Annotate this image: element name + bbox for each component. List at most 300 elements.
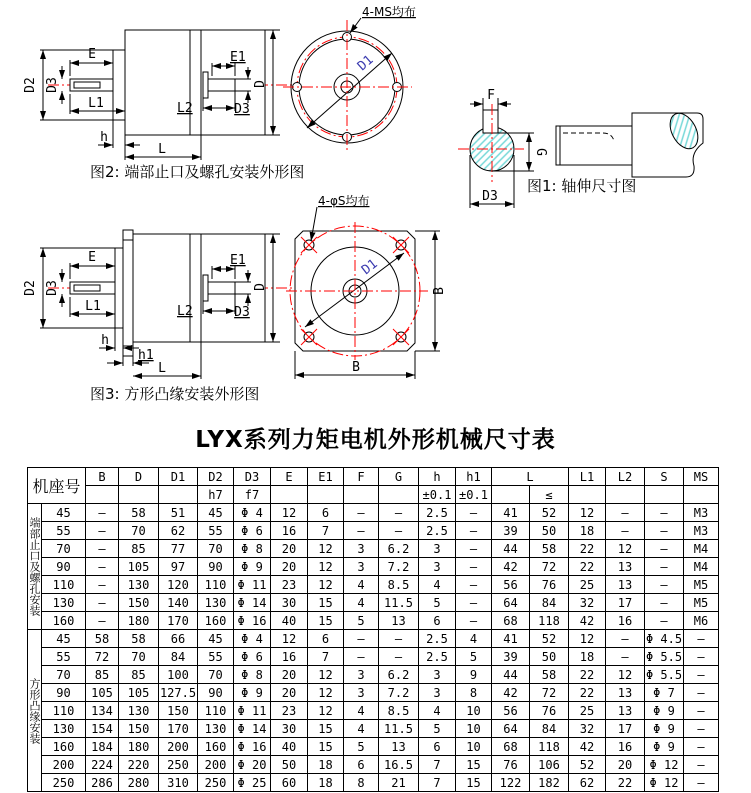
dimension-cell: 6	[419, 738, 456, 756]
frame-size-cell: 110	[42, 702, 86, 720]
dimension-cell: 3	[344, 684, 379, 702]
dimension-cell: 68	[492, 612, 530, 630]
dimension-cell: 42	[569, 612, 606, 630]
dimension-cell: M4	[684, 540, 719, 558]
frame-size-cell: 70	[42, 540, 86, 558]
frame-size-cell: 110	[42, 576, 86, 594]
fig2-label-d3-left: D3	[45, 77, 60, 93]
subheader-D1	[159, 486, 198, 504]
dimension-cell: –	[456, 576, 492, 594]
dimension-cell: 20	[271, 666, 308, 684]
frame-size-cell: 90	[42, 558, 86, 576]
dimension-cell: 58	[530, 540, 569, 558]
frame-size-cell: 90	[42, 684, 86, 702]
col-header-frame: 机座号	[28, 468, 86, 504]
dimension-cell: –	[684, 756, 719, 774]
dimension-cell: 12	[308, 540, 344, 558]
dimension-cell: 22	[569, 540, 606, 558]
dimension-cell: 106	[530, 756, 569, 774]
dimension-cell: 42	[492, 684, 530, 702]
dimension-cell: 45	[198, 504, 234, 522]
col-header-S: S	[645, 468, 684, 486]
dimension-cell: 8.5	[379, 702, 419, 720]
dimension-cell: 12	[308, 666, 344, 684]
dimension-cell: 13	[606, 558, 645, 576]
subheader-E1	[308, 486, 344, 504]
dimension-cell: 140	[159, 594, 198, 612]
dimension-cell: 52	[569, 756, 606, 774]
fig2-label-d1: D1	[354, 52, 377, 75]
frame-size-cell: 160	[42, 612, 86, 630]
dimension-cell: 4	[344, 702, 379, 720]
dimension-cell: 224	[86, 756, 119, 774]
dimension-cell: 64	[492, 720, 530, 738]
dimension-cell: 13	[379, 738, 419, 756]
fig2-label-d: D	[253, 80, 268, 88]
dimension-cell: 58	[86, 630, 119, 648]
col-header-D1: D1	[159, 468, 198, 486]
dimension-cell: 5	[344, 612, 379, 630]
dimension-cell: 150	[119, 720, 159, 738]
dimension-cell: 5	[419, 594, 456, 612]
subheader-L2	[606, 486, 645, 504]
dimension-cell: 62	[159, 522, 198, 540]
dimension-cell: –	[684, 738, 719, 756]
dimension-cell: 3	[419, 540, 456, 558]
group-label: 方形凸缘安装	[28, 630, 42, 792]
dimension-cell: 8.5	[379, 576, 419, 594]
col-header-D3: D3	[234, 468, 271, 486]
dimension-cell: –	[684, 720, 719, 738]
dimension-cell: 6.2	[379, 666, 419, 684]
subheader-B	[86, 486, 119, 504]
dimension-cell: 2.5	[419, 630, 456, 648]
group-label: 端部止口及螺孔安装	[28, 504, 42, 630]
dimension-cell: 30	[271, 720, 308, 738]
dimension-cell: 18	[308, 756, 344, 774]
col-header-F: F	[344, 468, 379, 486]
table-row	[28, 720, 719, 738]
dimension-cell: Φ 5.5	[645, 667, 683, 682]
col-header-D: D	[119, 468, 159, 486]
fig3-label-d1: D1	[359, 256, 381, 278]
dimension-cell: 12	[569, 630, 606, 648]
dimension-cell: 22	[569, 666, 606, 684]
frame-size-cell: 200	[42, 756, 86, 774]
dimension-cell: –	[684, 684, 719, 702]
dimension-cell: 84	[530, 720, 569, 738]
table-row	[28, 756, 719, 774]
dimension-cell: –	[86, 504, 119, 522]
dimension-cell: Φ 9	[645, 720, 684, 738]
dimension-cell: 85	[119, 540, 159, 558]
dimension-cell: M4	[684, 558, 719, 576]
dimension-cell: 16	[271, 522, 308, 540]
dimension-cell: 90	[198, 558, 234, 576]
fig3-label-d: D	[253, 283, 268, 291]
dimension-cell: 44	[492, 540, 530, 558]
dimension-cell: 20	[271, 540, 308, 558]
fig1-label-f: F	[487, 88, 495, 103]
dimension-cell: 4	[344, 594, 379, 612]
fig3-bolt-note: 4-φS均布	[318, 194, 370, 208]
page-title: LYX系列力矩电机外形机械尺寸表	[195, 427, 556, 453]
frame-size-cell: 160	[42, 738, 86, 756]
subheader-D2-tolerance: h7	[198, 486, 234, 504]
dimension-cell: 100	[159, 666, 198, 684]
dimension-cell: 130	[198, 720, 234, 738]
dimension-cell: 184	[86, 738, 119, 756]
fig3-label-h: h	[101, 333, 109, 348]
dimension-cell: –	[645, 540, 684, 558]
dimension-cell: 12	[308, 702, 344, 720]
dimension-cell: Φ 9	[234, 684, 271, 702]
dimension-cell: –	[456, 558, 492, 576]
dimension-cell: 97	[159, 558, 198, 576]
table-row	[28, 504, 719, 522]
dimension-cell: 2.5	[419, 522, 456, 540]
dimension-cell: Φ 4	[234, 504, 271, 522]
dimension-cell: 12	[308, 558, 344, 576]
frame-size-cell: 55	[42, 522, 86, 540]
dimension-cell: 12	[271, 630, 308, 648]
dimension-cell: 62	[569, 774, 606, 792]
dimension-cell: 58	[530, 666, 569, 684]
dimension-cell: 15	[308, 738, 344, 756]
dimension-cell: 120	[159, 576, 198, 594]
table-row	[28, 576, 719, 594]
table-row	[28, 648, 719, 666]
fig1-shaft-side-view	[527, 109, 704, 195]
dimension-table	[27, 467, 719, 792]
dimension-cell: 84	[159, 648, 198, 666]
dimension-cell: 3	[419, 684, 456, 702]
dimension-cell: 16	[606, 612, 645, 630]
col-header-B: B	[86, 468, 119, 486]
dimension-cell: Φ 6	[234, 648, 271, 666]
dimension-cell: –	[606, 648, 645, 666]
table-row	[28, 540, 719, 558]
fig2-label-e: E	[88, 47, 96, 62]
fig3-label-d3-rear: D3	[234, 305, 250, 320]
dimension-cell: 10	[456, 738, 492, 756]
dimension-cell: Φ 14	[234, 720, 271, 738]
dimension-cell: 122	[492, 774, 530, 792]
dimension-cell: –	[86, 540, 119, 558]
dimension-cell: 105	[119, 558, 159, 576]
dimension-cell: 41	[492, 630, 530, 648]
subheader-L1	[569, 486, 606, 504]
dimension-cell: 10	[456, 720, 492, 738]
dimension-cell: –	[379, 630, 419, 648]
fig3-label-e: E	[88, 250, 96, 265]
dimension-cell: 72	[530, 558, 569, 576]
dimension-cell: 12	[606, 540, 645, 558]
dimension-cell: 16	[606, 738, 645, 756]
dimension-cell: 3	[344, 540, 379, 558]
fig3-label-l1: L1	[85, 299, 101, 314]
dimension-cell: 23	[271, 576, 308, 594]
dimension-cell: 15	[456, 774, 492, 792]
dimension-cell: 7	[419, 756, 456, 774]
dimension-cell: 182	[530, 774, 569, 792]
dimension-cell: 3	[419, 558, 456, 576]
dimension-cell: 280	[119, 774, 159, 792]
dimension-cell: Φ 11	[234, 702, 271, 720]
table-row	[28, 612, 719, 630]
fig3-label-b-bottom: B	[352, 360, 360, 375]
dimension-cell: 20	[271, 558, 308, 576]
dimension-cell: 3	[344, 666, 379, 684]
dimension-cell: –	[606, 522, 645, 540]
dimension-cell: 15	[308, 720, 344, 738]
dimension-cell: 310	[159, 774, 198, 792]
dimension-cell: –	[684, 702, 719, 720]
fig2-label-d3-rear: D3	[234, 102, 250, 117]
dimension-cell: 85	[119, 666, 159, 684]
dimension-cell: 50	[271, 756, 308, 774]
dimension-cell: –	[684, 648, 719, 666]
subheader-L-max: ≤	[530, 486, 569, 504]
dimension-cell: 134	[86, 702, 119, 720]
table-row	[28, 702, 719, 720]
dimension-cell: 21	[379, 774, 419, 792]
dimension-cell: 58	[119, 630, 159, 648]
dimension-cell: 16.5	[379, 756, 419, 774]
dimension-cell: Φ 4.5	[645, 631, 683, 646]
fig3-side-view	[23, 230, 292, 379]
subheader-G	[379, 486, 419, 504]
fig2-label-d2: D2	[23, 77, 38, 93]
col-header-MS: MS	[684, 468, 719, 486]
dimension-cell: 3	[344, 558, 379, 576]
dimension-cell: Φ 4	[234, 630, 271, 648]
dimension-cell: Φ 9	[645, 702, 684, 720]
dimension-cell: 286	[86, 774, 119, 792]
dimension-cell: 76	[530, 702, 569, 720]
dimension-cell: 32	[569, 594, 606, 612]
dimension-cell: 15	[308, 594, 344, 612]
dimension-cell: 30	[271, 594, 308, 612]
dimension-cell: 11.5	[379, 594, 419, 612]
dimension-cell: 64	[492, 594, 530, 612]
dimension-cell: 50	[530, 522, 569, 540]
fig3-caption: 图3: 方形凸缘安装外形图	[90, 385, 260, 403]
dimension-cell: –	[456, 504, 492, 522]
dimension-cell: 45	[198, 630, 234, 648]
fig2-label-l1: L1	[88, 96, 104, 111]
dimension-cell: –	[86, 576, 119, 594]
dimension-cell: 118	[530, 738, 569, 756]
header-row-2	[28, 486, 719, 504]
dimension-cell: Φ 12	[645, 756, 684, 774]
dimension-cell: 6.2	[379, 540, 419, 558]
table-row	[28, 774, 719, 792]
subheader-MS	[684, 486, 719, 504]
dimension-cell: 130	[119, 576, 159, 594]
dimension-cell: –	[456, 612, 492, 630]
dimension-cell: 55	[198, 648, 234, 666]
dimension-cell: 5	[456, 648, 492, 666]
dimension-cell: Φ 9	[645, 738, 684, 756]
dimension-cell: 200	[198, 756, 234, 774]
subheader-S	[645, 486, 684, 504]
dimension-cell: 12	[606, 666, 645, 684]
dimension-cell: 70	[198, 666, 234, 684]
subheader-F	[344, 486, 379, 504]
col-header-E1: E1	[308, 468, 344, 486]
dimension-cell: 40	[271, 612, 308, 630]
dimension-cell: 22	[569, 684, 606, 702]
fig1-label-d3: D3	[482, 189, 498, 204]
dimension-cell: 40	[271, 738, 308, 756]
dimension-cell: 41	[492, 504, 530, 522]
dimension-cell: 7.2	[379, 684, 419, 702]
col-header-h: h	[419, 468, 456, 486]
subheader-h1-tolerance: ±0.1	[456, 486, 492, 504]
dimension-cell: 12	[271, 504, 308, 522]
dimension-cell: –	[86, 522, 119, 540]
dimension-cell: 105	[86, 684, 119, 702]
dimension-cell: 2.5	[419, 504, 456, 522]
dimension-cell: –	[645, 558, 684, 576]
dimension-cell: Φ 7	[645, 684, 684, 702]
dimension-cell: 50	[530, 648, 569, 666]
dimension-cell: 110	[198, 702, 234, 720]
dimension-cell: Φ 14	[234, 594, 271, 612]
frame-size-cell: 250	[42, 774, 86, 792]
col-header-h1: h1	[456, 468, 492, 486]
dimension-cell: 39	[492, 522, 530, 540]
dimension-cell: –	[606, 630, 645, 648]
col-header-L2: L2	[606, 468, 645, 486]
dimension-cell: –	[645, 612, 684, 630]
dimension-cell: –	[86, 612, 119, 630]
dimension-cell: Φ 8	[234, 540, 271, 558]
frame-size-cell: 130	[42, 720, 86, 738]
fig3-label-d3-left: D3	[45, 280, 60, 296]
dimension-cell: 52	[530, 630, 569, 648]
fig2-side-view	[23, 30, 292, 160]
frame-size-cell: 130	[42, 594, 86, 612]
dimension-cell: 56	[492, 576, 530, 594]
dimension-cell: 32	[569, 720, 606, 738]
frame-size-cell: 45	[42, 504, 86, 522]
dimension-cell: 23	[271, 702, 308, 720]
dimension-cell: 130	[198, 594, 234, 612]
dimension-cell: 4	[456, 630, 492, 648]
table-row	[28, 522, 719, 540]
dimension-cell: 170	[159, 612, 198, 630]
dimension-cell: 55	[198, 522, 234, 540]
frame-size-cell: 70	[42, 666, 86, 684]
fig2-caption: 图2: 端部止口及螺孔安装外形图	[90, 163, 305, 181]
dimension-cell: –	[684, 774, 719, 792]
dimension-cell: 22	[569, 558, 606, 576]
col-header-D2: D2	[198, 468, 234, 486]
dimension-cell: 160	[198, 738, 234, 756]
dimension-cell: M3	[684, 504, 719, 522]
frame-size-cell: 55	[42, 648, 86, 666]
col-header-L1: L1	[569, 468, 606, 486]
fig2-bolt-note: 4-MS均布	[362, 5, 416, 19]
dimension-cell: –	[684, 630, 719, 648]
dimension-cell: Φ 5.5	[645, 649, 683, 664]
dimension-cell: Φ 9	[234, 558, 271, 576]
dimension-cell: 76	[492, 756, 530, 774]
dimension-cell: 13	[606, 576, 645, 594]
dimension-cell: 17	[606, 720, 645, 738]
dimension-cell: Φ 20	[234, 756, 271, 774]
fig3-label-l: L	[158, 361, 166, 376]
dimension-cell: 18	[569, 522, 606, 540]
fig3-label-h1: h1	[138, 348, 154, 363]
dimension-cell: 4	[344, 720, 379, 738]
dimension-cell: 127.5	[159, 685, 197, 700]
dimension-cell: 12	[569, 504, 606, 522]
dimension-cell: 12	[308, 576, 344, 594]
dimension-cell: 70	[119, 648, 159, 666]
dimension-cell: –	[344, 630, 379, 648]
dimension-cell: 44	[492, 666, 530, 684]
dimension-cell: 12	[308, 684, 344, 702]
dimension-cell: 118	[530, 612, 569, 630]
dimension-cell: 15	[308, 612, 344, 630]
dimension-cell: 25	[569, 702, 606, 720]
dimension-cell: –	[379, 648, 419, 666]
dimension-cell: 180	[119, 738, 159, 756]
dimension-cell: –	[86, 558, 119, 576]
dimension-cell: 6	[308, 630, 344, 648]
fig3-label-d2: D2	[23, 280, 38, 296]
dimension-cell: –	[456, 594, 492, 612]
dimension-cell: Φ 6	[234, 522, 271, 540]
dimension-cell: 7	[419, 774, 456, 792]
dimension-cell: 5	[419, 720, 456, 738]
dimension-cell: 10	[456, 702, 492, 720]
subheader-D	[119, 486, 159, 504]
dimension-cell: M5	[684, 576, 719, 594]
subheader-D3-tolerance: f7	[234, 486, 271, 504]
dimension-cell: Φ 16	[234, 612, 271, 630]
dimension-cell: 15	[456, 756, 492, 774]
dimension-cell: M5	[684, 594, 719, 612]
dimension-cell: Φ 12	[645, 774, 684, 792]
dimension-cell: 52	[530, 504, 569, 522]
dimension-cell: 22	[606, 774, 645, 792]
dimension-cell: Φ 25	[234, 774, 271, 792]
fig1-caption: 图1: 轴伸尺寸图	[527, 177, 637, 195]
subheader-h-tolerance: ±0.1	[419, 486, 456, 504]
dimension-cell: 250	[198, 774, 234, 792]
dimension-cell: 105	[119, 684, 159, 702]
fig3-label-b-right: B	[432, 287, 447, 295]
dimension-cell: 180	[119, 612, 159, 630]
dimension-cell: 72	[86, 648, 119, 666]
dimension-cell: –	[379, 504, 419, 522]
dimension-cell: 13	[606, 684, 645, 702]
dimension-cell: 250	[159, 756, 198, 774]
table-row	[28, 738, 719, 756]
dimension-cell: 160	[198, 612, 234, 630]
fig1-label-g: G	[533, 148, 548, 156]
col-header-E: E	[271, 468, 308, 486]
table-row	[28, 594, 719, 612]
dimension-cell: –	[456, 522, 492, 540]
dimension-cell: –	[645, 504, 684, 522]
dimension-cell: 42	[569, 738, 606, 756]
fig3-label-l2: L2	[177, 304, 193, 319]
